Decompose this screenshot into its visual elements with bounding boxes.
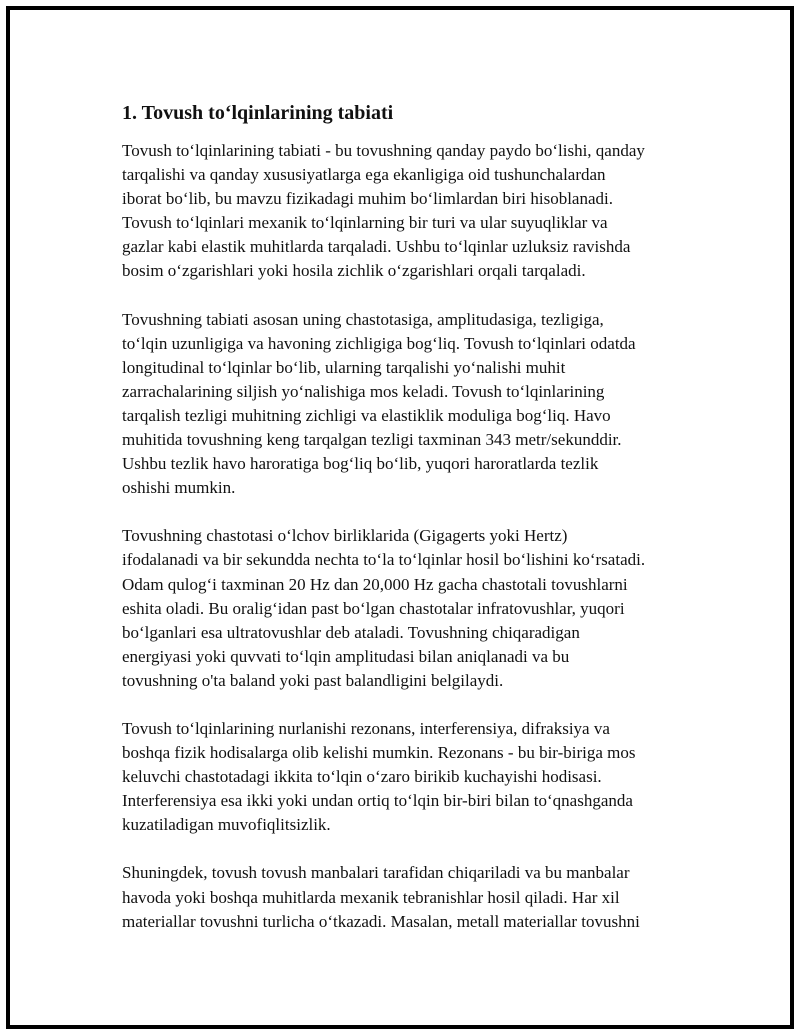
paragraph-line: gazlar kabi elastik muhitlarda tarqaladi. Ushbu to‘lqinlar uzluksiz ravishda [122, 237, 631, 257]
paragraph-line: Tovush to‘lqinlari mexanik to‘lqinlarning bir turi va ular suyuqliklar va [122, 213, 608, 233]
paragraph-line: bo‘lganlari esa ultratovushlar deb ataladi. Tovushning chiqaradigan [122, 622, 580, 642]
paragraph-line: Tovush to‘lqinlarining tabiati - bu tovushning qanday paydo bo‘lishi, qanday [122, 141, 645, 160]
paragraph-line: longitudinal to‘lqinlar bo‘lib, ularning tarqalishi yo‘nalishi muhit [122, 357, 566, 377]
paragraph [122, 308, 692, 501]
paragraph-line: Tovush to‘lqinlarining nurlanishi rezonans, interferensiya, difraksiya va [122, 718, 610, 738]
document-page [6, 6, 794, 1029]
paragraph-line: iborat bo‘lib, bu mavzu fizikadagi muhim bo‘limlardan biri hisoblanadi. [122, 189, 613, 209]
paragraph-line: Tovushning tabiati asosan uning chastotasiga, amplitudasiga, tezligiga, [122, 309, 604, 329]
paragraph-line: boshqa fizik hodisalarga olib kelishi mumkin. Rezonans - bu bir-biriga mos [122, 743, 636, 763]
paragraph-line: muhitida tovushning keng tarqalgan tezligi taxminan 343 metr/sekunddir. [122, 430, 622, 450]
paragraph-line: tarqalishi va qanday xususiyatlarga ega ekanligiga oid tushunchalardan [122, 165, 606, 185]
paragraph [122, 524, 692, 693]
paragraph-line: bosim o‘zgarishlari yoki hosila zichlik o‘zgarishlari orqali tarqaladi. [122, 261, 586, 281]
paragraph-line: tarqalish tezligi muhitning zichligi va elastiklik moduliga bog‘liq. Havo [122, 405, 611, 425]
paragraph-line: to‘lqin uzunligiga va havoning zichligiga bog‘liq. Tovush to‘lqinlari odatda [122, 333, 636, 353]
paragraph-line: Interferensiya esa ikki yoki undan ortiq to‘lqin bir-biri bilan to‘qnashganda [122, 791, 633, 811]
document-content [122, 100, 692, 958]
paragraph-line: Ushbu tezlik havo haroratiga bog‘liq bo‘lib, yuqori haroratlarda tezlik [122, 454, 599, 474]
paragraph-line: Tovushning chastotasi o‘lchov birliklarida (Gigagerts yoki Hertz) [122, 526, 568, 546]
paragraph-line: ifodalanadi va bir sekundda nechta to‘la to‘lqinlar hosil bo‘lishini ko‘rsatadi. [122, 550, 646, 570]
paragraph-list [122, 139, 692, 934]
paragraph-line: tovushning o'ta baland yoki past balandligini belgilaydi. [122, 670, 504, 690]
paragraph-line: eshita oladi. Bu oralig‘idan past bo‘lgan chastotalar infratovushlar, yuqori [122, 598, 625, 618]
paragraph [122, 861, 692, 933]
paragraph-line: zarrachalarining siljish yo‘nalishiga mos keladi. Tovush to‘lqinlarining [122, 381, 605, 401]
paragraph [122, 717, 692, 837]
section-title: 1. Tovush to‘lqinlarining tabiati [122, 102, 394, 124]
paragraph-line: keluvchi chastotadagi ikkita to‘lqin o‘zaro birikib kuchayishi hodisasi. [122, 767, 602, 787]
paragraph-line: oshishi mumkin. [122, 478, 236, 498]
paragraph-line: Shuningdek, tovush tovush manbalari tarafidan chiqariladi va bu manbalar [122, 863, 630, 883]
paragraph-line: materiallar tovushni turlicha o‘tkazadi. Masalan, metall materiallar tovushni [122, 911, 640, 931]
paragraph-line: energiyasi yoki quvvati to‘lqin amplitudasi bilan aniqlanadi va bu [122, 646, 570, 666]
paragraph-line: Odam qulog‘i taxminan 20 Hz dan 20,000 Hz gacha chastotali tovushlarni [122, 574, 628, 594]
paragraph [122, 139, 692, 284]
paragraph-line: kuzatiladigan muvofiqlitsizlik. [122, 815, 331, 835]
paragraph-line: havoda yoki boshqa muhitlarda mexanik tebranishlar hosil qiladi. Har xil [122, 887, 620, 907]
